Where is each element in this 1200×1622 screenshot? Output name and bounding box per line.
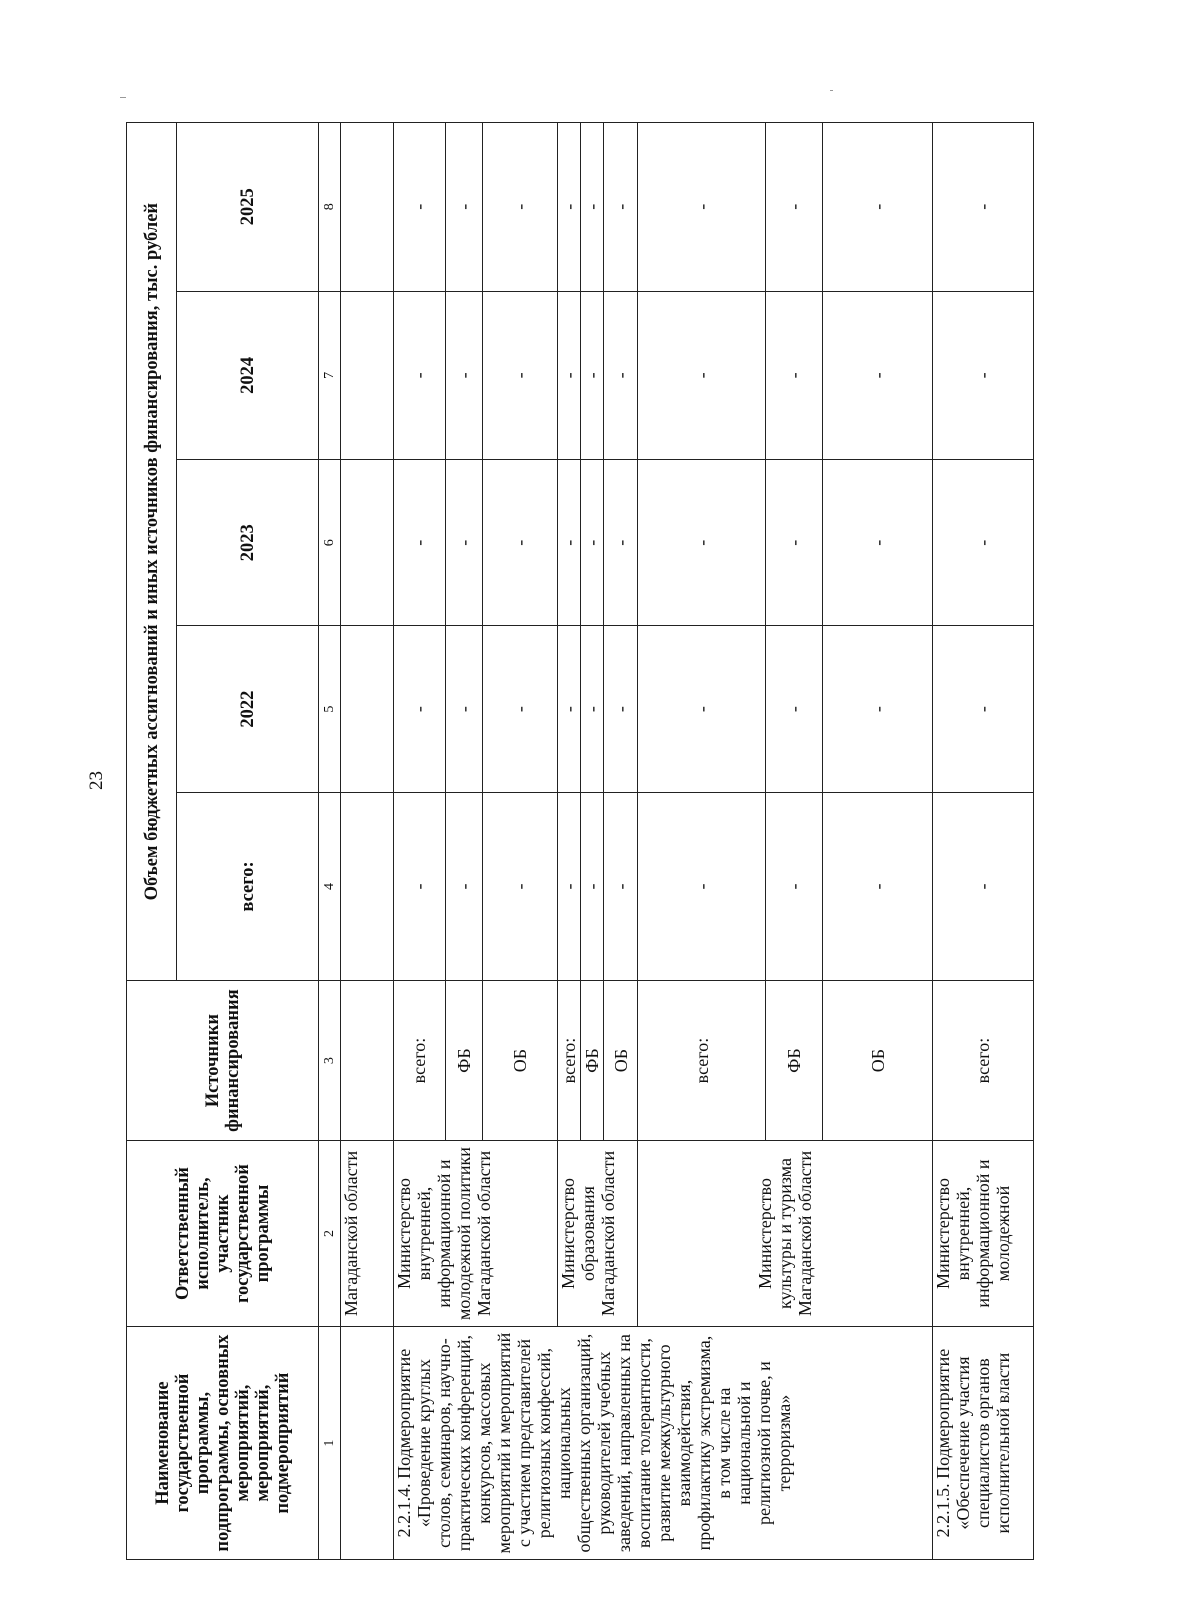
column-number: 7: [319, 291, 341, 460]
value-cell: -: [393, 123, 445, 292]
value-cell: -: [822, 792, 933, 980]
executor-internal-policy-2215: Министерство внутренней, информационной и молодежной: [933, 1140, 1034, 1326]
value-cell: -: [580, 460, 603, 626]
value-cell: -: [603, 460, 638, 626]
value-cell: -: [446, 460, 483, 626]
column-number: 3: [319, 981, 341, 1141]
value-cell: -: [393, 626, 445, 792]
header-total: всего:: [177, 792, 319, 980]
value-cell: -: [557, 792, 580, 980]
value-cell: -: [933, 123, 1034, 292]
value-cell: -: [557, 291, 580, 460]
source-cell: ОБ: [603, 981, 638, 1141]
value-cell: -: [638, 792, 766, 980]
header-volume: Объем бюджетных ассигнований и иных источников финансирования, тыс. рублей: [127, 123, 177, 981]
value-cell: -: [482, 460, 557, 626]
column-number: 1: [319, 1327, 341, 1560]
source-cell: всего:: [393, 981, 445, 1141]
column-number-row: [319, 123, 341, 1560]
value-cell: -: [933, 626, 1034, 792]
executor-culture: Министерство культуры и туризма Магаданской области: [638, 1140, 933, 1326]
page-number: 23: [86, 771, 107, 790]
value-cell: -: [638, 626, 766, 792]
source-cell: ОБ: [482, 981, 557, 1141]
value-cell: -: [933, 792, 1034, 980]
value-cell: -: [580, 626, 603, 792]
source-cell: всего:: [557, 981, 580, 1141]
value-cell: -: [482, 792, 557, 980]
scan-speck: [830, 90, 833, 91]
value-cell: -: [822, 123, 933, 292]
value-cell: -: [638, 123, 766, 292]
value-cell: -: [766, 626, 822, 792]
source-cell: ФБ: [580, 981, 603, 1141]
executor-internal-policy: Министерство внутренней, информационной и молодежной политики Магаданской области: [393, 1140, 557, 1326]
value-cell: -: [446, 792, 483, 980]
table-row: [933, 123, 1034, 1560]
source-cell: всего:: [933, 981, 1034, 1141]
value-cell: -: [393, 792, 445, 980]
continued-executor: Магаданской области: [341, 1140, 393, 1326]
value-cell: -: [603, 123, 638, 292]
executor-education: Министерство образования Магаданской области: [557, 1140, 638, 1326]
value-cell: -: [766, 123, 822, 292]
scan-speck: [120, 97, 126, 98]
value-cell: -: [482, 123, 557, 292]
value-cell: -: [638, 460, 766, 626]
value-cell: -: [557, 626, 580, 792]
header-2022: 2022: [177, 626, 319, 792]
value-cell: -: [822, 626, 933, 792]
value-cell: -: [393, 291, 445, 460]
value-cell: -: [822, 460, 933, 626]
header-col-executor: Ответственный исполнитель, участник государственной программы: [127, 1140, 319, 1326]
value-cell: -: [446, 626, 483, 792]
value-cell: -: [603, 792, 638, 980]
source-cell: ОБ: [822, 981, 933, 1141]
value-cell: -: [766, 291, 822, 460]
value-cell: -: [557, 123, 580, 292]
value-cell: -: [446, 123, 483, 292]
column-number: 6: [319, 460, 341, 626]
source-cell: ФБ: [766, 981, 822, 1141]
header-col-name: Наименование государственной программы, подпрограммы, основных мероприятий, мероприятий, подмероприятий: [127, 1327, 319, 1560]
continued-row: [341, 123, 393, 1560]
value-cell: -: [482, 291, 557, 460]
header-2025: 2025: [177, 123, 319, 292]
header-2024: 2024: [177, 291, 319, 460]
column-number: 8: [319, 123, 341, 292]
value-cell: -: [933, 460, 1034, 626]
value-cell: -: [557, 460, 580, 626]
header-col-source: Источники финансирования: [127, 981, 319, 1141]
continued-name-cell: [341, 1327, 393, 1560]
rotated-table-container: [126, 122, 1034, 1560]
value-cell: -: [580, 792, 603, 980]
source-cell: ФБ: [446, 981, 483, 1141]
value-cell: -: [603, 291, 638, 460]
value-cell: -: [446, 291, 483, 460]
event-2214-name: 2.2.1.4. Подмероприятие «Проведение круглых столов, семинаров, научно-практических конференций, конкурсов, массовых мероприятий и мероприятий с участием представителей религиозных конфессий, национальных общественных организаций, руководителей учебных заведений, направленных на воспитание толерантности, развитие межкультурного взаимодействия, профилактику экстремизма, в том числе на национальной и религиозной почве, и терроризма»: [393, 1327, 933, 1560]
header-2023: 2023: [177, 460, 319, 626]
value-cell: -: [603, 626, 638, 792]
value-cell: -: [766, 792, 822, 980]
budget-table: [126, 122, 1034, 1560]
value-cell: -: [482, 626, 557, 792]
column-number: 4: [319, 792, 341, 980]
value-cell: -: [766, 460, 822, 626]
event-2215-name: 2.2.1.5. Подмероприятие «Обеспечение участия специалистов органов исполнительной власти: [933, 1327, 1034, 1560]
value-cell: -: [580, 123, 603, 292]
value-cell: -: [822, 291, 933, 460]
value-cell: -: [638, 291, 766, 460]
table-row: [393, 123, 445, 1560]
header-row-1: [127, 123, 177, 1560]
value-cell: -: [933, 291, 1034, 460]
column-number: 5: [319, 626, 341, 792]
column-number: 2: [319, 1140, 341, 1326]
value-cell: -: [393, 460, 445, 626]
source-cell: всего:: [638, 981, 766, 1141]
value-cell: -: [580, 291, 603, 460]
